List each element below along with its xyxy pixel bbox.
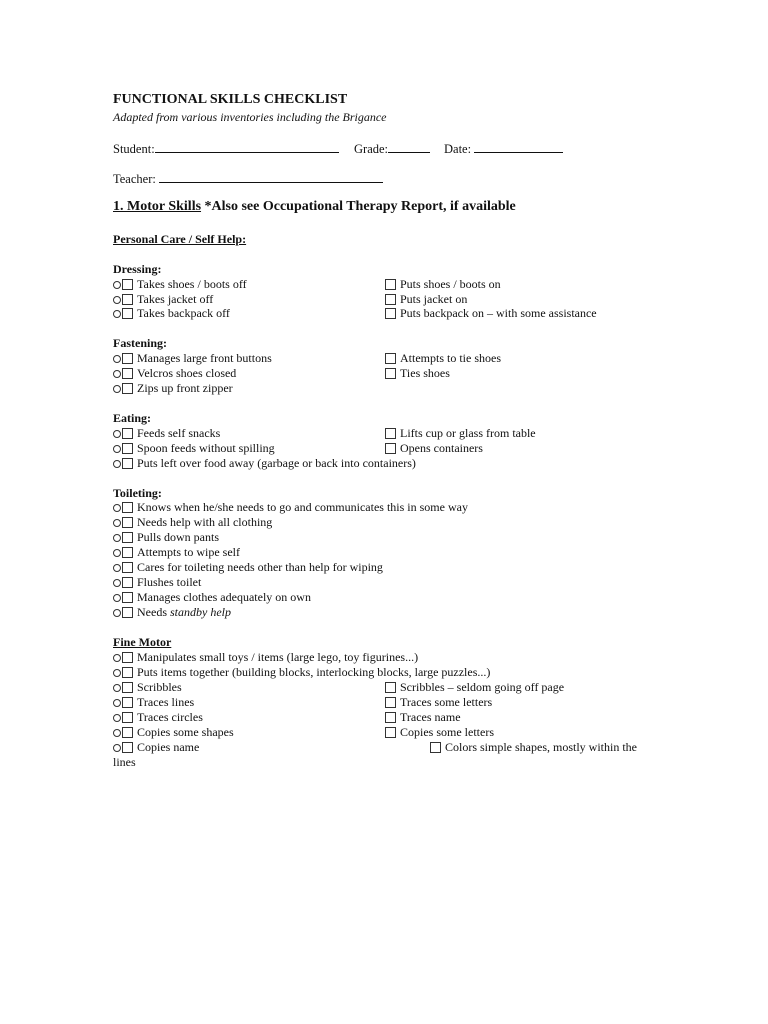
checkbox[interactable] [122,517,133,528]
checklist-item[interactable]: Takes shoes / boots off [113,277,247,292]
section-heading [113,199,516,215]
radio-circle[interactable] [113,385,121,393]
date-label: Date: [444,142,472,156]
radio-circle[interactable] [113,564,121,572]
checklist-item[interactable]: Scribbles [113,680,182,695]
checkbox[interactable] [122,279,133,290]
radio-circle[interactable] [113,430,121,438]
eating-label: Eating: [113,411,152,425]
student-line[interactable] [155,140,339,153]
checkbox[interactable] [430,742,441,753]
checklist-item[interactable]: Copies some shapes [113,725,234,740]
checklist-item[interactable]: Traces some letters [385,695,492,710]
radio-circle[interactable] [113,445,121,453]
teacher-line[interactable] [159,170,383,183]
checklist-item-wrap: lines [113,755,136,769]
checkbox[interactable] [122,443,133,454]
radio-circle[interactable] [113,744,121,752]
student-field[interactable] [113,140,339,157]
checklist-item[interactable]: Cares for toileting needs other than help for wiping [113,560,383,575]
radio-circle[interactable] [113,714,121,722]
checkbox[interactable] [122,697,133,708]
checkbox[interactable] [122,742,133,753]
date-line[interactable] [474,140,563,153]
checkbox[interactable] [122,383,133,394]
checklist-item[interactable]: Puts left over food away (garbage or back into containers) [113,456,416,471]
checkbox[interactable] [122,652,133,663]
checkbox[interactable] [385,682,396,693]
personal-care-heading: Personal Care / Self Help: [113,232,247,246]
checklist-item[interactable]: Spoon feeds without spilling [113,441,275,456]
teacher-field[interactable] [113,170,383,187]
page-title: FUNCTIONAL SKILLS CHECKLIST [113,92,348,107]
page-subtitle: Adapted from various inventories including the Brigance [113,110,387,124]
checkbox[interactable] [122,667,133,678]
checkbox[interactable] [122,532,133,543]
checklist-item[interactable]: Knows when he/she needs to go and communicates this in some way [113,500,468,515]
checkbox[interactable] [385,428,396,439]
checklist-item[interactable]: Takes backpack off [113,306,230,321]
radio-circle[interactable] [113,504,121,512]
dressing-label: Dressing: [113,262,162,276]
checkbox[interactable] [385,279,396,290]
checklist-item[interactable]: Copies some letters [385,725,494,740]
checkbox[interactable] [385,727,396,738]
grade-line[interactable] [388,140,430,153]
checklist-item[interactable]: Needs standby help [113,605,231,620]
checkbox[interactable] [122,577,133,588]
checklist-item[interactable]: Colors simple shapes, mostly within the [430,740,637,755]
checklist-item[interactable]: Needs help with all clothing [113,515,272,530]
radio-circle[interactable] [113,370,121,378]
checklist-item[interactable]: Puts shoes / boots on [385,277,501,292]
radio-circle[interactable] [113,669,121,677]
checkbox[interactable] [385,308,396,319]
radio-circle[interactable] [113,355,121,363]
checkbox[interactable] [122,682,133,693]
checkbox[interactable] [122,712,133,723]
checklist-item[interactable]: Copies name [113,740,199,755]
checkbox[interactable] [122,308,133,319]
checklist-item[interactable]: Manages clothes adequately on own [113,590,311,605]
checklist-item[interactable]: Ties shoes [385,366,450,381]
checklist-item[interactable]: Manages large front buttons [113,351,272,366]
checklist-item[interactable]: Lifts cup or glass from table [385,426,536,441]
checkbox[interactable] [385,712,396,723]
checklist-item[interactable]: Traces lines [113,695,194,710]
radio-circle[interactable] [113,579,121,587]
checkbox[interactable] [122,368,133,379]
toileting-label: Toileting: [113,486,162,500]
checklist-item[interactable]: Zips up front zipper [113,381,233,396]
radio-circle[interactable] [113,281,121,289]
radio-circle[interactable] [113,684,121,692]
radio-circle[interactable] [113,654,121,662]
radio-circle[interactable] [113,460,121,468]
checkbox[interactable] [385,443,396,454]
grade-label: Grade: [354,142,389,156]
checkbox[interactable] [385,353,396,364]
checklist-item[interactable]: Pulls down pants [113,530,219,545]
checklist-item[interactable]: Traces circles [113,710,203,725]
radio-circle[interactable] [113,549,121,557]
grade-field[interactable] [354,140,430,157]
checklist-item[interactable]: Puts jacket on [385,292,467,307]
date-field[interactable] [444,140,563,157]
checkbox[interactable] [122,607,133,618]
teacher-label: Teacher: [113,172,156,186]
student-label: Student: [113,142,155,156]
checklist-item[interactable]: Attempts to wipe self [113,545,240,560]
fine-motor-heading: Fine Motor [113,635,172,649]
checklist-item[interactable]: Scribbles – seldom going off page [385,680,564,695]
checklist-item[interactable]: Puts items together (building blocks, interlocking blocks, large puzzles...) [113,665,490,680]
section-note: *Also see Occupational Therapy Report, if available [201,199,516,214]
checkbox[interactable] [122,562,133,573]
section-title: 1. Motor Skills [113,199,202,214]
checkbox[interactable] [122,592,133,603]
checkbox[interactable] [122,294,133,305]
checklist-item[interactable]: Puts backpack on – with some assistance [385,306,597,321]
checkbox[interactable] [385,294,396,305]
radio-circle[interactable] [113,519,121,527]
checklist-item[interactable]: Opens containers [385,441,483,456]
fastening-label: Fastening: [113,336,167,350]
radio-circle[interactable] [113,296,121,304]
checklist-item[interactable]: Flushes toilet [113,575,201,590]
checklist-item[interactable]: Traces name [385,710,461,725]
checkbox[interactable] [122,502,133,513]
checkbox[interactable] [122,547,133,558]
radio-circle[interactable] [113,594,121,602]
radio-circle[interactable] [113,609,121,617]
checklist-item[interactable]: Attempts to tie shoes [385,351,501,366]
checkbox[interactable] [122,458,133,469]
checkbox[interactable] [122,727,133,738]
checklist-item[interactable]: Manipulates small toys / items (large lego, toy figurines...) [113,650,418,665]
checklist-item[interactable]: Velcros shoes closed [113,366,236,381]
checklist-item[interactable]: Takes jacket off [113,292,213,307]
checklist-item[interactable]: Feeds self snacks [113,426,220,441]
radio-circle[interactable] [113,534,121,542]
checkbox[interactable] [385,368,396,379]
checkbox[interactable] [122,353,133,364]
checkbox[interactable] [385,697,396,708]
radio-circle[interactable] [113,699,121,707]
checkbox[interactable] [122,428,133,439]
radio-circle[interactable] [113,729,121,737]
radio-circle[interactable] [113,310,121,318]
